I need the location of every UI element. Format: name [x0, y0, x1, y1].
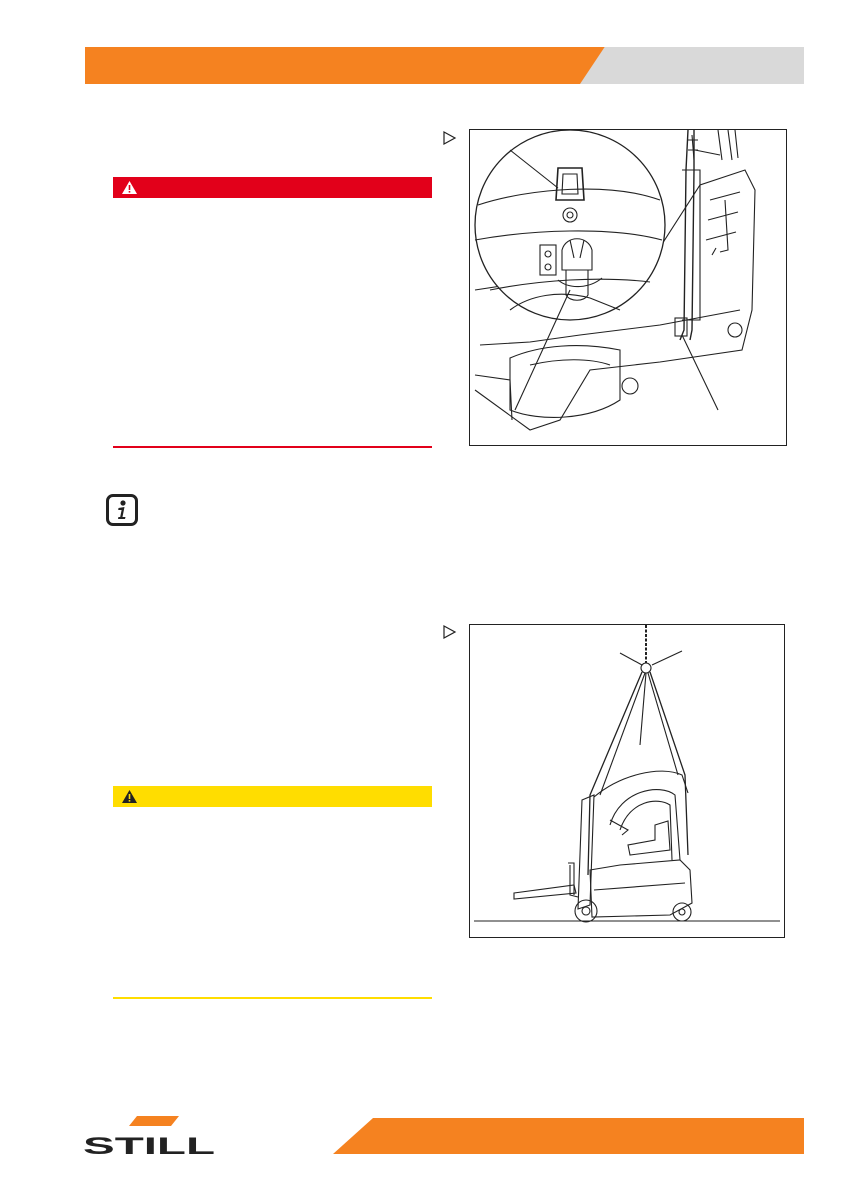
- still-logo: [83, 1116, 217, 1158]
- figure-lifting-eye-detail: [469, 129, 787, 446]
- header-chapter-tab: [580, 47, 804, 84]
- info-icon: [106, 494, 138, 526]
- logo-wordmark: STILL: [83, 1133, 215, 1158]
- footer-accent-bar: [333, 1118, 804, 1154]
- danger-notice-bar: [113, 177, 432, 198]
- header-accent-bar: [85, 47, 605, 84]
- danger-notice-end-rule: [113, 446, 432, 448]
- warning-triangle-icon: [121, 180, 138, 195]
- warning-triangle-icon: [121, 789, 138, 804]
- warning-notice-bar: [113, 786, 432, 807]
- warning-notice-end-rule: [113, 997, 432, 999]
- figure-pointer-icon: [442, 131, 458, 147]
- figure-forklift-crane-lift: [469, 624, 785, 938]
- forklift-lift-illustration: [470, 625, 784, 937]
- figure-pointer-icon: [442, 625, 458, 641]
- lifting-eye-illustration: [470, 130, 786, 445]
